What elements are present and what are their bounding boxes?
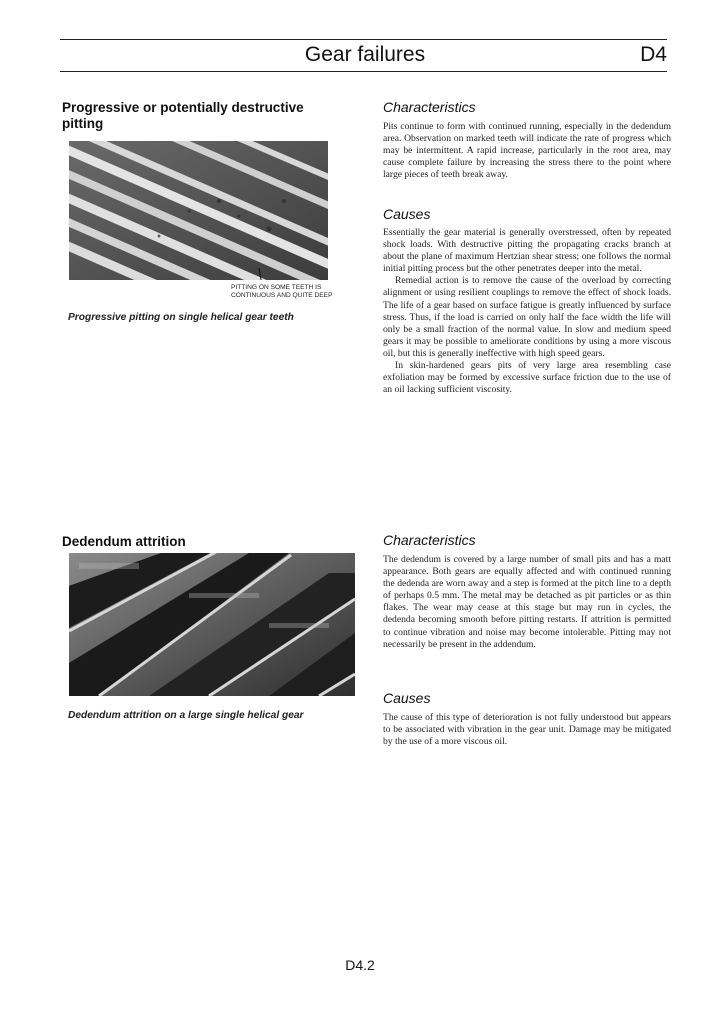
paragraph-characteristics-1: Pits continue to form with continued running, especially in the dedendum area. Observation on marked teeth will indicate the rate of progress which may be intermittent. A rapid increase, particularly in the root area, may cause complete failure by increasing the stress there to the point where large pieces of teeth break away. bbox=[383, 121, 671, 181]
paragraph-characteristics-2: The dedendum is covered by a large number of small pits and has a matt appearance. Both gears are equally affected and with continued running the dedenda are worn away and a step is formed at the pitch line to a depth of perhaps 0.5 mm. The metal may be detached as pit particles or as thin flakes. The wear may cease at this stage but may run in cycles, the dedenda becoming smooth before pitting restarts. If attrition is permitted to continue vibration and noise may become intolerable. Pitting may not necessarily be present in the addendum. bbox=[383, 554, 671, 650]
paragraph-causes-1b: Remedial action is to remove the cause of the overload by correcting alignment or using resilient couplings to remove the effect of shock loads. The life of a gear based on surface fatigue is greatly influenced by surface stress. Thus, if the load is carried on only half the face width the life will only be a small fraction of the normal value. In slow and medium speed gears it may be possible to ameliorate conditions by using a more viscous oil, but this is generally ineffective with high speed gears. bbox=[383, 275, 671, 359]
photo-dedendum-graphic bbox=[69, 553, 355, 696]
heading-causes-2: Causes bbox=[383, 690, 431, 706]
page-header-title: Gear failures bbox=[304, 43, 426, 66]
page-header-code: D4 bbox=[640, 43, 667, 66]
caption-dedendum: Dedendum attrition on a large single helical gear bbox=[68, 710, 304, 721]
paragraph-causes-1c: In skin-hardened gears pits of very large area resembling case exfoliation may be formed by excessive surface friction due to the use of an oil lacking sufficient viscosity. bbox=[383, 360, 671, 396]
text-characteristics-2 bbox=[383, 554, 671, 651]
section-title-dedendum: Dedendum attrition bbox=[62, 534, 186, 549]
page-number: D4.2 bbox=[345, 957, 375, 973]
header-rule-top bbox=[60, 39, 667, 40]
header-rule-bottom bbox=[60, 71, 667, 72]
paragraph-causes-1a: Essentially the gear material is generally overstressed, often by repeated shock loads. With destructive pitting the propagating cracks branch at about the plane of maximum Hertzian shear stress; one follows the normal initial pitting process but the other penetrates deeper into the metal. bbox=[383, 227, 671, 275]
photo-pitting-graphic bbox=[69, 141, 328, 280]
text-causes-2 bbox=[383, 712, 671, 748]
photo-progressive-pitting bbox=[69, 141, 328, 280]
photo-dedendum-attrition bbox=[69, 553, 355, 696]
caption-pitting: Progressive pitting on single helical gear teeth bbox=[68, 312, 294, 323]
section-title-pitting: Progressive or potentially destructive pitting bbox=[62, 100, 304, 131]
paragraph-causes-2: The cause of this type of deterioration is not fully understood but appears to be associated with vibration in the gear unit. Damage may be mitigated by the use of a more viscous oil. bbox=[383, 712, 671, 748]
heading-characteristics-2: Characteristics bbox=[383, 532, 476, 548]
text-causes-1 bbox=[383, 227, 671, 396]
text-characteristics-1 bbox=[383, 121, 671, 181]
heading-characteristics-1: Characteristics bbox=[383, 99, 476, 115]
photo-annotation-label: PITTING ON SOME TEETH IS CONTINUOUS AND QUITE DEEP bbox=[231, 284, 333, 299]
heading-causes-1: Causes bbox=[383, 206, 431, 222]
